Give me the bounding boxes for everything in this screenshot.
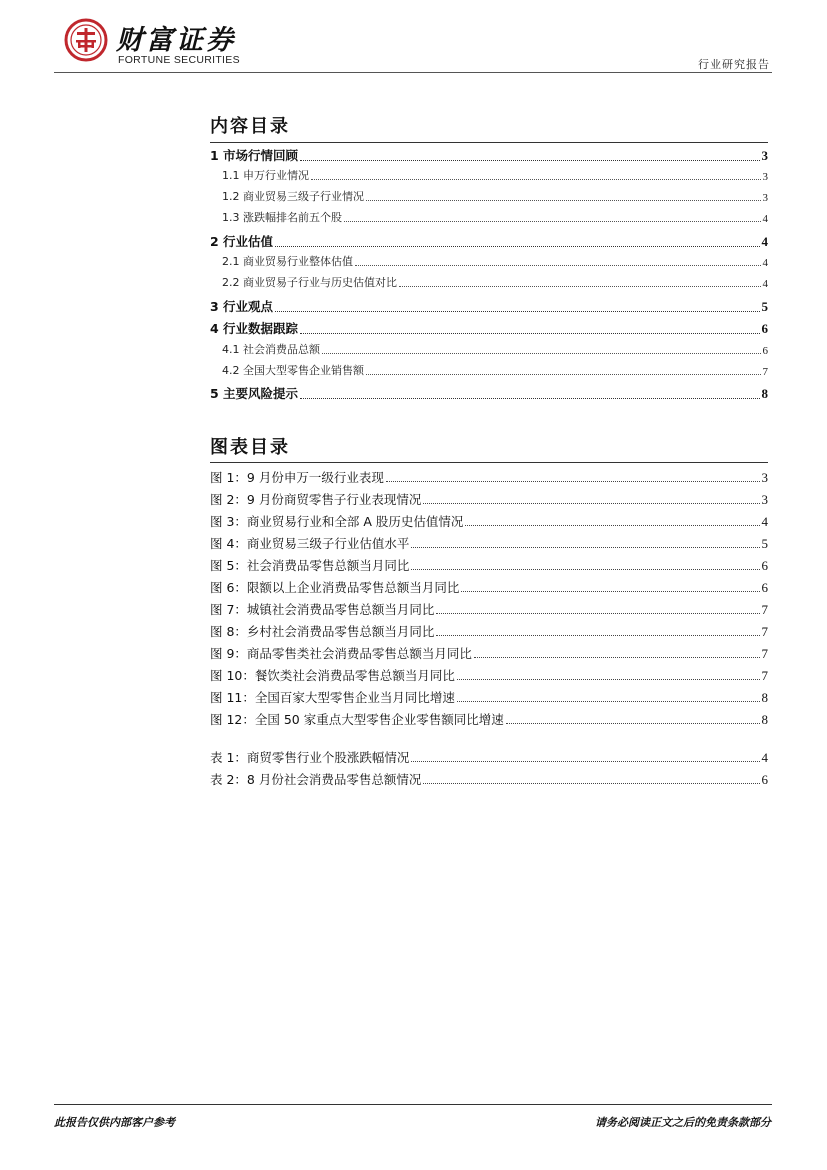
logo-english-name: FORTUNE SECURITIES	[118, 54, 240, 66]
leader-dots	[465, 524, 759, 526]
toc-entry-page: 3	[762, 171, 768, 183]
leader-dots	[311, 178, 761, 180]
leader-dots	[411, 546, 759, 548]
leader-dots	[355, 264, 761, 266]
leader-dots	[386, 480, 760, 482]
table-entry[interactable]	[210, 770, 768, 788]
toc-entry[interactable]	[210, 384, 768, 402]
figure-entry-page: 8	[761, 690, 768, 705]
figure-entry-page: 7	[761, 646, 768, 661]
toc-entry[interactable]	[210, 341, 768, 357]
toc-entry[interactable]	[210, 319, 768, 337]
figure-entry-page: 8	[761, 712, 768, 727]
figure-entry-label: 图 9：商品零售类社会消费品零售总额当月同比	[210, 646, 472, 661]
leader-dots	[411, 760, 759, 762]
figure-entry-label: 图 12：全国 50 家重点大型零售企业零售额同比增速	[210, 712, 504, 727]
leader-dots	[300, 332, 759, 334]
toc-entry[interactable]	[210, 253, 768, 269]
page-header	[64, 18, 770, 74]
toc-entry-label: 2 行业估值	[210, 234, 274, 249]
header-divider	[54, 72, 772, 73]
figure-entry[interactable]	[210, 600, 768, 618]
figure-entry-page: 3	[761, 492, 768, 507]
leader-dots	[457, 678, 760, 680]
toc-title: 内容目录	[210, 116, 290, 137]
leader-dots	[423, 782, 759, 784]
report-type-label: 行业研究报告	[698, 58, 770, 71]
table-entry-label: 表 1：商贸零售行业个股涨跌幅情况	[210, 750, 410, 765]
figure-entry-page: 7	[761, 602, 768, 617]
toc-entry[interactable]	[210, 188, 768, 204]
figure-entry-label: 图 6：限额以上企业消费品零售总额当月同比	[210, 580, 460, 595]
table-entry-label: 表 2：8 月份社会消费品零售总额情况	[210, 772, 422, 787]
toc-entry[interactable]	[210, 362, 768, 378]
leader-dots	[474, 656, 760, 658]
toc-entry-page: 3	[761, 148, 768, 163]
figures-title: 图表目录	[210, 437, 290, 458]
figure-entry-page: 6	[761, 580, 768, 595]
toc-entry-label: 2.1 商业贸易行业整体估值	[222, 255, 353, 268]
toc-entry-page: 4	[762, 278, 768, 290]
figure-entry[interactable]	[210, 534, 768, 552]
figure-entry-page: 4	[761, 514, 768, 529]
figure-entry[interactable]	[210, 578, 768, 596]
figure-entry-label: 图 5：社会消费品零售总额当月同比	[210, 558, 410, 573]
figure-entry[interactable]	[210, 556, 768, 574]
toc-entry-page: 4	[762, 257, 768, 269]
toc-entry-page: 6	[762, 345, 768, 357]
toc-entry[interactable]	[210, 274, 768, 290]
toc-entry[interactable]	[210, 232, 768, 250]
figure-entry-label: 图 3：商业贸易行业和全部 A 股历史估值情况	[210, 514, 464, 529]
toc-entry-page: 4	[762, 213, 768, 225]
logo-chinese-name: 财富证券	[116, 25, 236, 56]
table-entry-page: 4	[761, 750, 768, 765]
toc-entry-label: 5 主要风险提示	[210, 386, 299, 401]
leader-dots	[399, 285, 761, 287]
toc-entry-page: 7	[762, 366, 768, 378]
figure-entry-page: 5	[761, 536, 768, 551]
figure-entry-page: 3	[761, 470, 768, 485]
leader-dots	[461, 590, 759, 592]
toc-entry[interactable]	[210, 146, 768, 164]
leader-dots	[344, 220, 761, 222]
figure-entry[interactable]	[210, 644, 768, 662]
figure-entry-page: 7	[761, 624, 768, 639]
toc-entry[interactable]	[210, 297, 768, 315]
toc-entry-label: 1.1 申万行业情况	[222, 169, 309, 182]
figure-entry-page: 6	[761, 558, 768, 573]
leader-dots	[436, 612, 759, 614]
figure-entry-label: 图 1：9 月份申万一级行业表现	[210, 470, 384, 485]
figure-entry-label: 图 8：乡村社会消费品零售总额当月同比	[210, 624, 435, 639]
footer-disclaimer-right: 请务必阅读正文之后的免责条款部分	[595, 1116, 771, 1129]
toc-entry-page: 5	[761, 299, 768, 314]
figure-entry-label: 图 4：商业贸易三级子行业估值水平	[210, 536, 410, 551]
toc-entry-page: 8	[761, 386, 768, 401]
figure-entry[interactable]	[210, 490, 768, 508]
toc-entry-label: 4.1 社会消费品总额	[222, 343, 320, 356]
figure-entry-label: 图 2：9 月份商贸零售子行业表现情况	[210, 492, 422, 507]
figure-entry[interactable]	[210, 710, 768, 728]
toc-entry-label: 1.3 涨跌幅排名前五个股	[222, 211, 342, 224]
toc-entry-page: 3	[762, 192, 768, 204]
leader-dots	[275, 310, 759, 312]
figure-entry-page: 7	[761, 668, 768, 683]
toc-entry-label: 3 行业观点	[210, 299, 274, 314]
toc-entry-page: 6	[761, 321, 768, 336]
leader-dots	[411, 568, 759, 570]
leader-dots	[436, 634, 759, 636]
leader-dots	[506, 722, 760, 724]
leader-dots	[300, 397, 759, 399]
table-entry[interactable]	[210, 748, 768, 766]
toc-entry-label: 2.2 商业贸易子行业与历史估值对比	[222, 276, 397, 289]
leader-dots	[366, 199, 761, 201]
figure-entry[interactable]	[210, 622, 768, 640]
fortune-logo-icon	[64, 18, 108, 62]
toc-entry-label: 4.2 全国大型零售企业销售额	[222, 364, 364, 377]
leader-dots	[275, 245, 759, 247]
leader-dots	[366, 373, 761, 375]
table-entry-page: 6	[761, 772, 768, 787]
leader-dots	[457, 700, 760, 702]
toc-entry-label: 4 行业数据跟踪	[210, 321, 299, 336]
toc-entry[interactable]	[210, 209, 768, 225]
footer-divider	[54, 1104, 772, 1105]
figure-entry[interactable]	[210, 512, 768, 530]
toc-entry-label: 1 市场行情回顾	[210, 148, 299, 163]
figure-entry[interactable]	[210, 688, 768, 706]
figure-entry[interactable]	[210, 666, 768, 684]
figure-entry[interactable]	[210, 468, 768, 486]
figure-entry-label: 图 7：城镇社会消费品零售总额当月同比	[210, 602, 435, 617]
figure-entry-label: 图 11：全国百家大型零售企业当月同比增速	[210, 690, 455, 705]
leader-dots	[322, 352, 761, 354]
figure-entry-label: 图 10：餐饮类社会消费品零售总额当月同比	[210, 668, 455, 683]
footer-disclaimer-left: 此报告仅供内部客户参考	[54, 1116, 175, 1129]
leader-dots	[423, 502, 759, 504]
toc-entry[interactable]	[210, 167, 768, 183]
toc-entry-page: 4	[761, 234, 768, 249]
toc-entry-label: 1.2 商业贸易三级子行业情况	[222, 190, 364, 203]
leader-dots	[300, 159, 759, 161]
